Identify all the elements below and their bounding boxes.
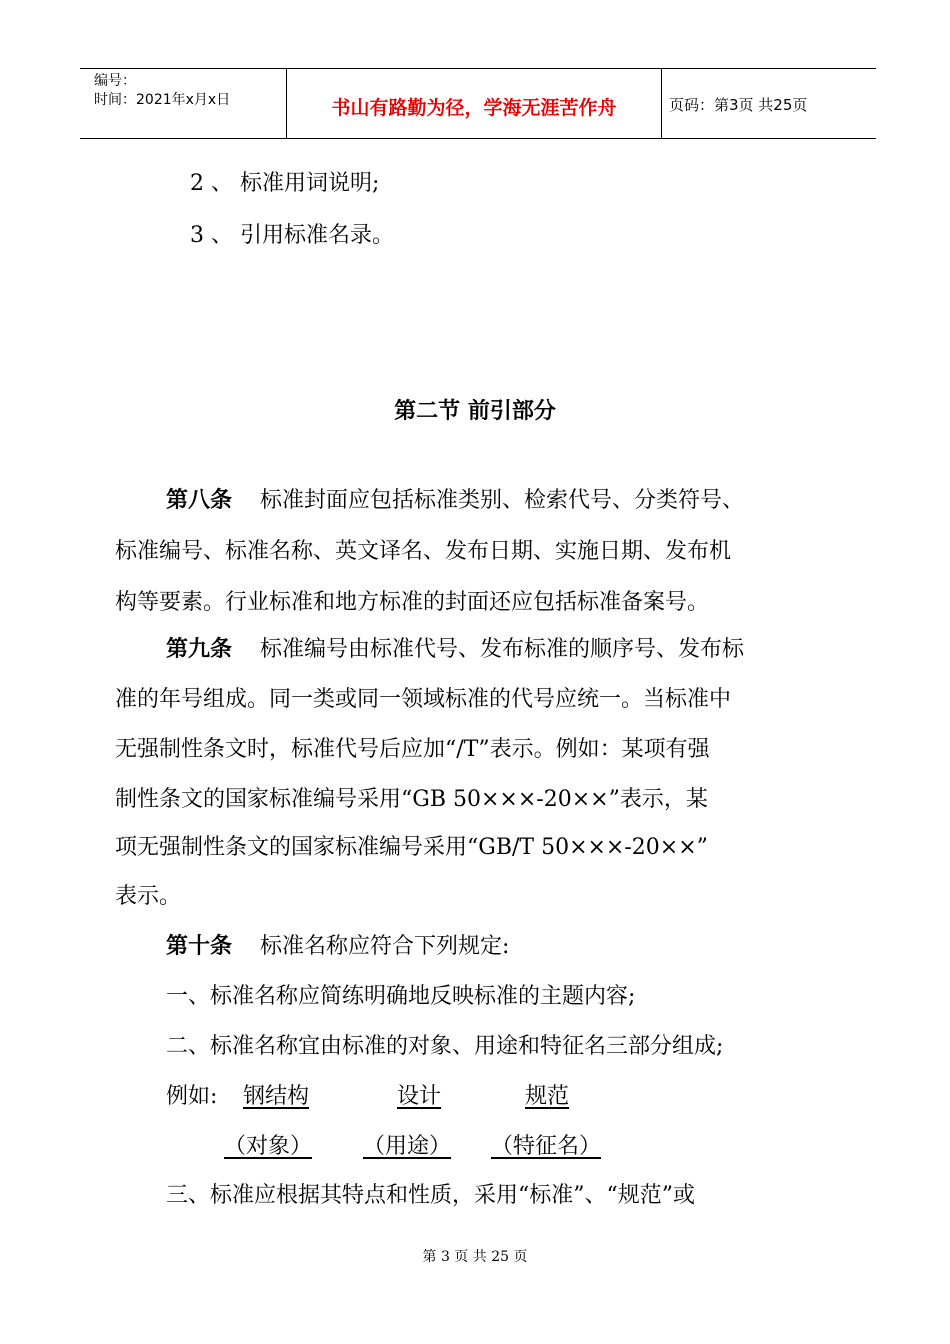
article9-line1	[166, 636, 744, 664]
example-word: 设计	[397, 1084, 442, 1109]
list-item: 2 、 标准用词说明;	[190, 171, 380, 196]
example-word: 规范	[525, 1084, 570, 1109]
article10-line1	[166, 933, 509, 961]
article9-line: 表示。	[115, 884, 182, 909]
article9-line: 无强制性条文时，标准代号后应加“/T”表示。例如：某项有强	[115, 737, 710, 762]
example-role: （对象）	[224, 1134, 313, 1159]
article9-line: 准的年号组成。同一类或同一领域标准的代号应统一。当标准中	[115, 687, 732, 712]
section-title: 第二节 前引部分	[394, 399, 556, 424]
page-footer: 第 3 页 共 25 页	[422, 1249, 528, 1265]
article9-line: 项无强制性条文的国家标准编号采用“GB/T 50×××-20××”	[115, 835, 708, 860]
article10-item: 二、标准名称宜由标准的对象、用途和特征名三部分组成;	[166, 1034, 724, 1059]
header-motto-cell	[286, 69, 662, 138]
article8-line: 标准编号、标准名称、英文译名、发布日期、实施日期、发布机	[115, 539, 732, 564]
number-label: 编号：	[94, 73, 136, 89]
example-label: 例如:	[166, 1084, 218, 1109]
article8-line1	[166, 487, 744, 515]
example-role: （用途）	[363, 1134, 452, 1159]
example-word: 钢结构	[243, 1084, 310, 1109]
article10-lead: 标准名称应符合下列规定:	[260, 934, 510, 959]
header-page-info: 页码：第3页 共25页	[669, 96, 808, 114]
article9-line: 制性条文的国家标准编号采用“GB 50×××-20××”表示，某	[115, 787, 708, 812]
article8-heading: 第八条	[166, 488, 233, 513]
header-meta	[80, 69, 285, 138]
article9-text: 标准编号由标准代号、发布标准的顺序号、发布标	[260, 637, 745, 662]
article10-heading: 第十条	[166, 934, 233, 959]
header-page-cell	[661, 69, 876, 138]
example-role: （特征名）	[491, 1134, 602, 1159]
article8-line: 构等要素。行业标准和地方标准的封面还应包括标准备案号。	[115, 590, 710, 615]
time-label: 时间：2021年x月x日	[94, 92, 231, 108]
article10-item3: 三、标准应根据其特点和性质，采用“标准”、“规范”或	[166, 1183, 695, 1208]
article9-heading: 第九条	[166, 637, 233, 662]
list-item: 3 、 引用标准名录。	[190, 223, 394, 248]
article10-item: 一、标准名称应简练明确地反映标准的主题内容;	[166, 984, 636, 1009]
article8-text: 标准封面应包括标准类别、检索代号、分类符号、	[260, 488, 745, 513]
header-motto: 书山有路勤为径，学海无涯苦作舟	[331, 97, 617, 119]
page-header	[80, 68, 876, 139]
